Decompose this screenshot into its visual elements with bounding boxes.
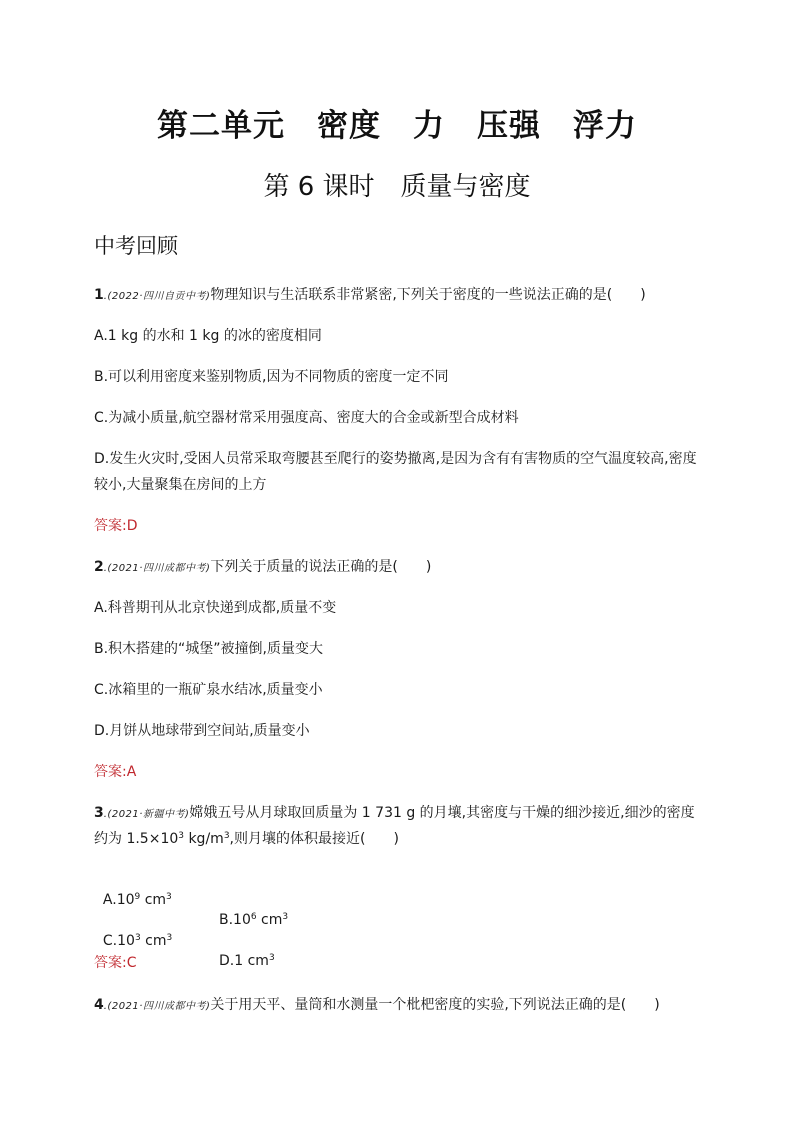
question-3-option-d <box>219 951 275 971</box>
exponent: 3 <box>282 912 289 922</box>
question-text: 嫦娥五号从月球取回质量为 1 731 g 的月壤,其密度与干燥的细沙接近,细沙的密度 <box>189 805 695 821</box>
question-2-option-d: D.月饼从地球带到空间站,质量变小 <box>94 723 310 739</box>
question-1-option-a: A.1 kg 的水和 1 kg 的冰的密度相同 <box>94 328 322 344</box>
exponent: 3 <box>223 831 230 841</box>
question-number: 3 <box>94 805 104 821</box>
exponent: 3 <box>178 831 184 841</box>
option-text: cm <box>140 892 167 908</box>
question-4-stem <box>94 995 660 1017</box>
question-number: 2 <box>94 559 104 575</box>
option-text: A.10 <box>102 892 135 908</box>
option-text: D.1 cm <box>219 953 269 969</box>
exponent: 3 <box>166 892 172 902</box>
question-text: 关于用天平、量筒和水测量一个枇杷密度的实验,下列说法正确的是( ) <box>210 997 660 1013</box>
exponent: 3 <box>134 933 141 943</box>
option-text: cm <box>140 933 167 949</box>
exponent: 3 <box>166 933 173 943</box>
option-text: C.10 <box>102 933 135 949</box>
question-2-stem <box>94 557 431 579</box>
question-1-answer <box>94 516 138 536</box>
question-1-option-d-continued: 较小,大量聚集在房间的上方 <box>94 477 267 493</box>
question-number: 1 <box>94 287 104 303</box>
question-text: 物理知识与生活联系非常紧密,下列关于密度的一些说法正确的是( ) <box>210 287 646 303</box>
answer-label: 答案: <box>94 955 127 971</box>
stem-text: 约为 1.5×10 <box>94 831 179 847</box>
question-3-option-c <box>103 933 172 949</box>
answer-value: A <box>126 764 137 780</box>
exponent: 3 <box>268 953 275 963</box>
option-text: B.10 <box>219 912 251 928</box>
answer-value: C <box>126 955 137 971</box>
question-3-stem-continued <box>94 829 399 849</box>
question-1-option-d: D.发生火灾时,受困人员常采取弯腰甚至爬行的姿势撤离,是因为含有有害物质的空气温度较高,密度 <box>94 451 697 467</box>
answer-label: 答案: <box>94 764 127 780</box>
unit-title: 第二单元 密度 力 压强 浮力 <box>157 108 637 144</box>
question-source: .(2022·四川自贡中考) <box>103 291 211 302</box>
question-1-option-b: B.可以利用密度来鉴别物质,因为不同物质的密度一定不同 <box>94 369 449 385</box>
section-heading: 中考回顾 <box>94 234 178 258</box>
lesson-title: 第 6 课时 质量与密度 <box>263 172 531 202</box>
answer-value: D <box>126 518 138 534</box>
question-1-stem <box>94 285 646 307</box>
option-text: cm <box>256 912 283 928</box>
question-3-option-a <box>103 892 172 908</box>
question-1-option-c: C.为减小质量,航空器材常采用强度高、密度大的合金或新型合成材料 <box>94 410 519 426</box>
question-2-option-c: C.冰箱里的一瓶矿泉水结冰,质量变小 <box>94 682 323 698</box>
question-2-option-a: A.科普期刊从北京快递到成都,质量不变 <box>94 600 337 616</box>
stem-text: ,则月壤的体积最接近( ) <box>229 831 399 847</box>
question-source: .(2021·四川成都中考) <box>103 563 211 574</box>
stem-text: kg/m <box>184 831 224 847</box>
answer-label: 答案: <box>94 518 127 534</box>
question-number: 4 <box>94 997 104 1013</box>
question-source: .(2021·新疆中考) <box>103 809 190 820</box>
question-3-options-row-2 <box>94 911 494 971</box>
question-2-option-b: B.积木搭建的“城堡”被撞倒,质量变大 <box>94 641 324 657</box>
question-2-answer <box>94 762 136 782</box>
question-3-answer <box>94 953 137 973</box>
question-source: .(2021·四川成都中考) <box>103 1001 211 1012</box>
exponent: 6 <box>250 912 257 922</box>
question-3-stem <box>94 803 695 825</box>
question-text: 下列关于质量的说法正确的是( ) <box>210 559 432 575</box>
exponent: 9 <box>134 892 141 902</box>
